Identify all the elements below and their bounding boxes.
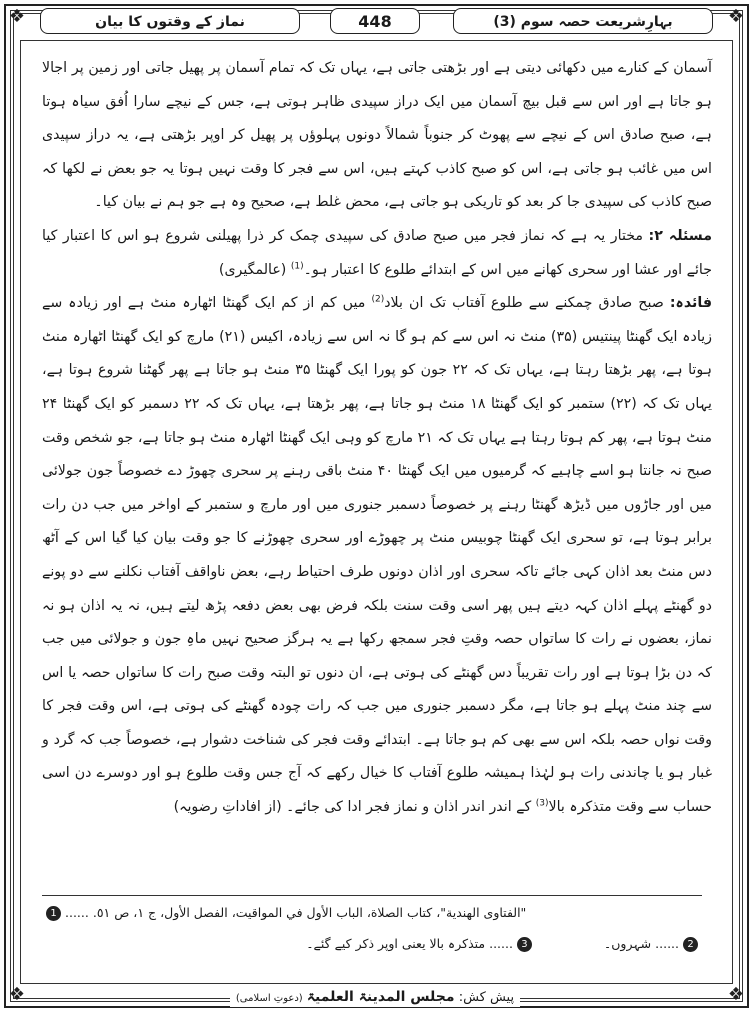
page-header xyxy=(40,6,713,36)
footnote-ref-3[interactable]: (3) xyxy=(535,798,549,809)
footnote-1-text: "الفتاوى الهندية"، كتاب الصلاة، الباب الأول في المواقيت، الفصل الأول، ج ١، ص ٥١. xyxy=(92,905,527,920)
footnote-ref-2[interactable]: (2) xyxy=(371,294,385,305)
faida-source: (از افاداتِ رضویہ) xyxy=(173,799,282,816)
faida-text-c: کے اندر اندر اذان و نماز فجر ادا کی جائے۔ xyxy=(286,799,532,816)
publisher-sub: (دعوتِ اسلامی) xyxy=(235,993,303,1004)
filled-circle-number-icon: 3 xyxy=(517,937,532,952)
main-text xyxy=(42,52,712,825)
filled-circle-number-icon: 1 xyxy=(46,906,61,921)
footnote-divider xyxy=(42,895,702,896)
book-title: بہارِشریعت حصہ سوم (3) xyxy=(453,8,713,34)
publisher-name: مجلس المدینۃ العلمیۃ xyxy=(306,989,455,1005)
filled-circle-number-icon: 2 xyxy=(683,937,698,952)
ornament-corner-icon: ❖ xyxy=(8,984,26,1005)
footnote-ref-1[interactable]: (1) xyxy=(290,260,304,271)
masala-text: مختار یہ ہے کہ نماز فجر میں صبح صادق کی سپیدی چمک کر ذرا پھیلنی شروع ہو اس کا اعتبار کیا جائے اور عشا اور سحری کھانے میں اس کے ابتدائے طلوع کا اعتبار ہو۔ xyxy=(42,227,712,278)
masala-label: مسئلہ ۲: xyxy=(648,227,712,244)
page-number: 448 xyxy=(330,8,420,34)
paragraph-faida xyxy=(42,287,712,825)
ornament-corner-icon: ❖ xyxy=(727,984,745,1005)
footnote-1: 1 ...... "الفتاوى الهندية"، كتاب الصلاة، الباب الأول في المواقيت، الفصل الأول، ج ١، ص ٥١. xyxy=(42,903,702,923)
paragraph-1: آسمان کے کنارے میں دکھائی دیتی ہے اور بڑھتی جاتی ہے، یہاں تک کہ تمام آسمان پر پھیل جاتی اور زمین پر اجالا ہو جاتا ہے اور اس سے قبل بیچ آسمان میں ایک دراز سپیدی ظاہر ہوتی ہے، جس کے نیچے سارا اُفق سیاہ ہوتا ہے، صبح صادق اس کے نیچے سے پھوٹ کر جنوباً شمالاً دونوں پہلوؤں پر پھیل کر اوپر بڑھتی ہے، یہ دراز سپیدی اس میں غائب ہو جاتی ہے، اس کو صبح کاذب کہتے ہیں، اس سے فجر کا وقت نہیں ہوتا یہ جو بعض نے لکھا کہ صبح کاذب کی سپیدی جا کر بعد کو تاریکی ہو جاتی ہے، محض غلط ہے، صحیح وہ ہے جو ہم نے بیان کیا۔ xyxy=(42,60,712,211)
publisher-bar xyxy=(230,987,520,1007)
paragraph-masala-2 xyxy=(42,220,712,287)
presented-by-label: پیش کش: xyxy=(458,990,515,1005)
chapter-title: نماز کے وقتوں کا بیان xyxy=(40,8,300,34)
footnote-row-2-3: 2...... شہروں۔ 3...... متذکرہ بالا یعنی اوپر ذکر کیے گئے۔ xyxy=(42,934,702,954)
ornament-corner-icon: ❖ xyxy=(727,6,745,27)
faida-text-a: صبح صادق چمکنے سے طلوع آفتاب تک ان بلاد xyxy=(384,295,664,312)
ornament-corner-icon: ❖ xyxy=(8,6,26,27)
footnote-3-text: متذکرہ بالا یعنی اوپر ذکر کیے گئے۔ xyxy=(306,936,486,951)
faida-label: فائدہ: xyxy=(669,295,712,312)
footnote-2-text: شہروں۔ xyxy=(603,936,652,951)
faida-text-b: میں کم از کم ایک گھنٹا اٹھارہ منٹ ہے اور زیادہ سے زیادہ ایک گھنٹا پینتیس (۳۵) منٹ نہ اس سے کم ہو گا نہ اس سے زیادہ، اکیس (۲۱) مارچ کو ایک گھنٹا اٹھارہ منٹ ہوتا ہے، پھر بڑھتا رہتا ہے، یہاں تک کہ ۲۲ جون کو پورا ایک گھنٹا ۳۵ منٹ ہو جاتا ہے پھر گھٹنا شروع ہوتا ہے، یہاں تک کہ (۲۲) ستمبر کو ایک گھنٹا ۱۸ منٹ ہو جاتا ہے، پھر بڑھتا ہے، یہاں تک کہ ۲۲ دسمبر کو ایک گھنٹا ۲۴ منٹ ہوتا ہے، پھر کم ہوتا رہتا ہے یہاں تک کہ ۲۱ مارچ کو وہی ایک گھنٹا اٹھارہ منٹ ہو جاتا ہے، جو شخص وقت صبح نہ جانتا ہو اسے چاہیے کہ گرمیوں میں ایک گھنٹا ۴۰ منٹ باقی رہنے پر سحری چھوڑ دے خصوصاً جون جولائی میں اور جاڑوں میں ڈیڑھ گھنٹا رہنے پر خصوصاً دسمبر جنوری میں اور مارچ و ستمبر کے اواخر میں جب دن رات برابر ہوتا ہے، تو سحری ایک گھنٹا چوبیس منٹ پر چھوڑے اور سحری چھوڑنے کا جو وقت بیان کیا گیا اس کے آٹھ دس منٹ بعد اذان کہی جائے تاکہ سحری اور اذان دونوں طرف احتیاط رہے، بعض ناواقف آفتاب نکلنے سے دو پونے دو گھنٹے پہلے اذان کہہ دیتے ہیں پھر اسی وقت سنت بلکہ فرض بھی بعض دفعہ پڑھ لیتے ہیں، نہ یہ اذان ہو نہ نماز، بعضوں نے رات کا ساتواں حصہ وقتِ فجر سمجھ رکھا ہے یہ ہرگز صحیح نہیں ماہِ جون و جولائی میں جب کہ دن بڑا ہوتا ہے اور رات تقریباً دس گھنٹے کی ہوتی ہے، ان دنوں تو البتہ وقت صبح رات کا ساتواں حصہ یا اس سے چند منٹ پہلے ہو جاتا ہے، مگر دسمبر جنوری میں جب کہ رات چودہ گھنٹے کی ہوتی ہے، اس وقت فجر کا وقت نواں حصہ بلکہ اس سے بھی کم ہو جاتا ہے۔ ابتدائے وقت فجر کی شناخت دشوار ہے، خصوصاً جب کہ گرد و غبار ہو یا چاندنی رات ہو لہٰذا ہمیشہ طلوع آفتاب کا خیال رکھے کہ آج جس وقت طلوع ہو اور دوسرے دن اسی حساب سے وقت متذکرہ بالا xyxy=(42,295,713,816)
masala-source: (عالمگیری) xyxy=(218,261,287,278)
